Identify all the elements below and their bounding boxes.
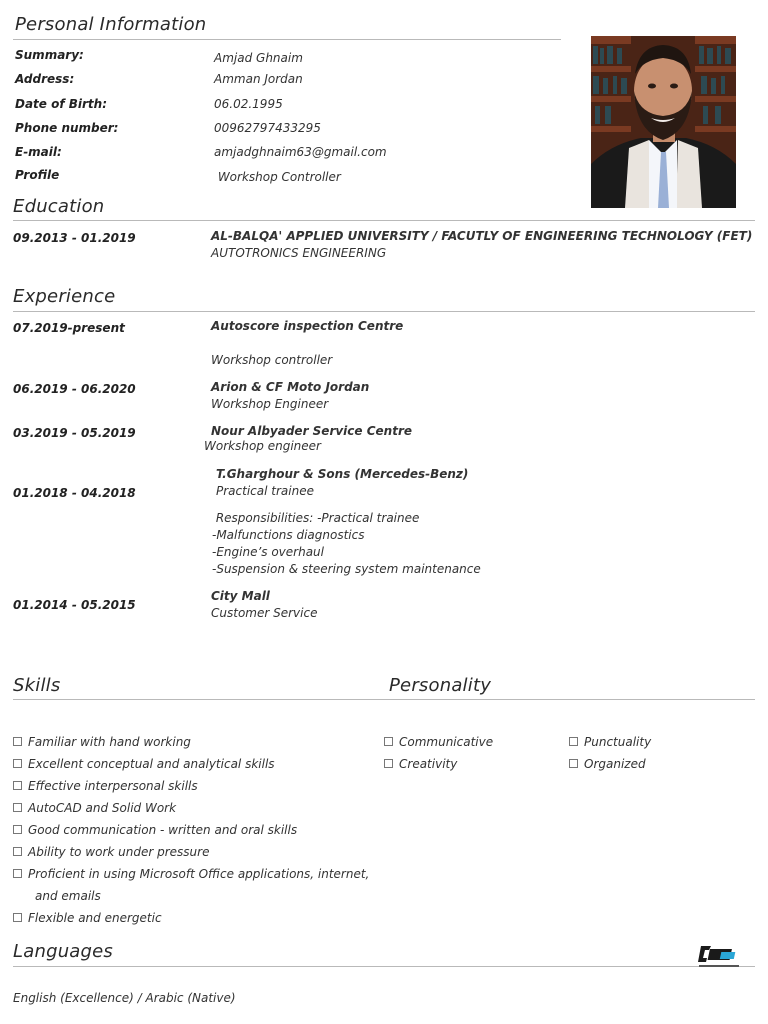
profile-value: Workshop Controller [214, 170, 341, 184]
brand-logo [697, 944, 741, 970]
languages-text: English (Excellence) / Arabic (Native) [13, 991, 236, 1005]
personality-item: Organized [569, 757, 646, 771]
checkbox-icon [569, 759, 578, 768]
experience-2-role: Workshop Engineer [211, 397, 329, 411]
checkbox-icon [13, 781, 22, 790]
checkbox-icon [13, 847, 22, 856]
experience-1-company: Autoscore inspection Centre [211, 319, 404, 333]
personality-section-title: Personality [389, 675, 492, 696]
phone-label: Phone number: [15, 121, 119, 135]
experience-2-company: Arion & CF Moto Jordan [211, 380, 370, 394]
skill-item: Effective interpersonal skills [13, 779, 198, 793]
experience-2-date: 06.2019 - 06.2020 [13, 382, 136, 396]
education-date: 09.2013 - 01.2019 [13, 231, 136, 245]
checkbox-icon [384, 759, 393, 768]
experience-1-role: Workshop controller [211, 353, 333, 367]
profile-label: Profile [15, 168, 60, 182]
experience-divider [13, 311, 755, 312]
checkbox-icon [13, 825, 22, 834]
email-label: E-mail: [15, 145, 62, 159]
personality-item: Creativity [384, 757, 457, 771]
skills-divider [13, 699, 755, 700]
personality-item: Punctuality [569, 735, 651, 749]
logo-icon [697, 944, 741, 970]
checkbox-icon [569, 737, 578, 746]
experience-3-role: Workshop engineer [204, 439, 321, 453]
experience-5-date: 01.2014 - 05.2015 [13, 598, 136, 612]
personality-item: Communicative [384, 735, 493, 749]
portrait-image [591, 36, 736, 208]
experience-4-company: T.Gharghour & Sons (Mercedes-Benz) [216, 467, 469, 481]
skill-item-continuation: and emails [35, 889, 101, 903]
skill-item: Ability to work under pressure [13, 845, 209, 859]
education-section-title: Education [13, 196, 105, 217]
checkbox-icon [13, 803, 22, 812]
skill-item: Familiar with hand working [13, 735, 191, 749]
skill-item: Excellent conceptual and analytical skills [13, 757, 275, 771]
checkbox-icon [13, 869, 22, 878]
languages-section-title: Languages [13, 941, 114, 962]
address-value: Amman Jordan [214, 72, 303, 86]
education-institution: AL-BALQA' APPLIED UNIVERSITY / FACUTLY OF ENGINEERING TECHNOLOGY (FET) [211, 229, 753, 243]
experience-4-role: Practical trainee [216, 484, 314, 498]
experience-5-company: City Mall [211, 589, 270, 603]
summary-label: Summary: [15, 48, 84, 62]
phone-value: 00962797433295 [214, 121, 321, 135]
email-value[interactable]: amjadghnaim63@gmail.com [214, 145, 387, 159]
experience-5-role: Customer Service [211, 606, 318, 620]
skill-item: AutoCAD and Solid Work [13, 801, 176, 815]
experience-3-date: 03.2019 - 05.2019 [13, 426, 136, 440]
profile-photo [591, 36, 736, 208]
checkbox-icon [13, 737, 22, 746]
skill-item: Flexible and energetic [13, 911, 162, 925]
experience-section-title: Experience [13, 286, 116, 307]
dob-value: 06.02.1995 [214, 97, 283, 111]
address-label: Address: [15, 72, 75, 86]
experience-3-company: Nour Albyader Service Centre [211, 424, 413, 438]
experience-4-detail-1: Responsibilities: -Practical trainee [212, 511, 420, 525]
education-divider [13, 220, 755, 221]
experience-4-detail-3: -Engine’s overhaul [212, 545, 324, 559]
personal-divider [13, 39, 561, 40]
checkbox-icon [384, 737, 393, 746]
checkbox-icon [13, 913, 22, 922]
experience-4-date: 01.2018 - 04.2018 [13, 486, 136, 500]
summary-value: Amjad Ghnaim [214, 51, 303, 65]
skill-item: Proficient in using Microsoft Office applications, internet, [13, 867, 369, 881]
experience-1-date: 07.2019-present [13, 321, 125, 335]
checkbox-icon [13, 759, 22, 768]
skill-item: Good communication - written and oral skills [13, 823, 297, 837]
personal-section-title: Personal Information [15, 14, 207, 35]
dob-label: Date of Birth: [15, 97, 108, 111]
experience-4-detail-4: -Suspension & steering system maintenance [212, 562, 481, 576]
experience-4-detail-2: -Malfunctions diagnostics [212, 528, 365, 542]
languages-divider [13, 966, 755, 967]
skills-section-title: Skills [13, 675, 61, 696]
education-program: AUTOTRONICS ENGINEERING [211, 246, 387, 260]
